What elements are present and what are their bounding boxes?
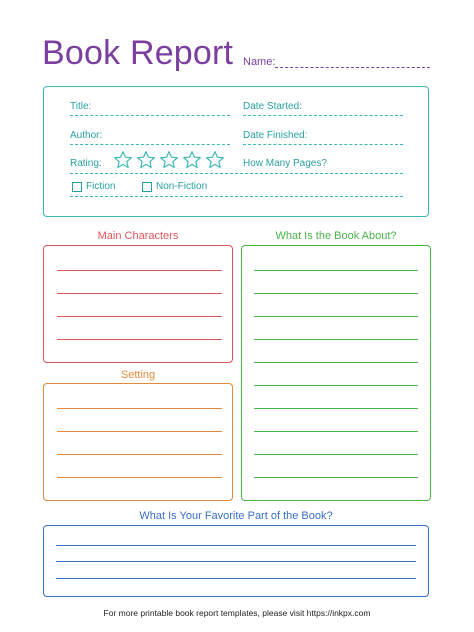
writing-line: [57, 431, 222, 432]
name-field-line[interactable]: [275, 67, 430, 68]
setting-heading: Setting: [120, 369, 156, 381]
writing-line: [254, 270, 418, 271]
footer-text: For more printable book report templates, please visit https://inkpx.com: [103, 608, 371, 618]
writing-line: [57, 339, 222, 340]
star-icon[interactable]: [113, 150, 133, 170]
rating-label: Rating:: [70, 158, 102, 169]
date-started-label: Date Started:: [243, 101, 302, 112]
writing-line: [56, 561, 416, 562]
name-label: Name:: [243, 56, 276, 68]
date-started-field-line[interactable]: [243, 115, 403, 116]
writing-line: [254, 339, 418, 340]
title-field-line[interactable]: [70, 115, 230, 116]
writing-line: [254, 431, 418, 432]
rating-row-line: [70, 173, 403, 174]
pages-label: How Many Pages?: [243, 158, 327, 169]
main-characters-heading: Main Characters: [97, 230, 179, 242]
author-field-line[interactable]: [70, 144, 230, 145]
writing-line: [57, 316, 222, 317]
writing-line: [254, 293, 418, 294]
writing-line: [56, 545, 416, 546]
writing-line: [56, 578, 416, 579]
writing-line: [254, 477, 418, 478]
author-label: Author:: [70, 130, 103, 141]
nonfiction-checkbox[interactable]: [142, 182, 152, 192]
writing-line: [254, 454, 418, 455]
star-icon[interactable]: [136, 150, 156, 170]
title-label: Title:: [70, 101, 92, 112]
nonfiction-label: Non-Fiction: [156, 181, 208, 192]
rating-stars[interactable]: [113, 150, 225, 170]
setting-box[interactable]: [43, 383, 233, 501]
writing-line: [254, 385, 418, 386]
star-icon[interactable]: [159, 150, 179, 170]
about-box[interactable]: [241, 245, 431, 501]
star-icon[interactable]: [205, 150, 225, 170]
writing-line: [57, 477, 222, 478]
page-title: Book Report: [42, 34, 234, 72]
date-finished-field-line[interactable]: [243, 144, 403, 145]
about-heading: What Is the Book About?: [275, 230, 397, 242]
writing-line: [57, 270, 222, 271]
favorite-part-heading: What Is Your Favorite Part of the Book?: [139, 510, 333, 522]
writing-line: [57, 454, 222, 455]
writing-line: [254, 408, 418, 409]
writing-line: [254, 316, 418, 317]
writing-line: [254, 362, 418, 363]
info-box: [43, 86, 429, 217]
writing-line: [57, 408, 222, 409]
fiction-checkbox[interactable]: [72, 182, 82, 192]
fiction-label: Fiction: [86, 181, 116, 192]
writing-line: [57, 293, 222, 294]
date-finished-label: Date Finished:: [243, 130, 308, 141]
genre-row-line: [70, 196, 403, 197]
star-icon[interactable]: [182, 150, 202, 170]
main-characters-box[interactable]: [43, 245, 233, 363]
